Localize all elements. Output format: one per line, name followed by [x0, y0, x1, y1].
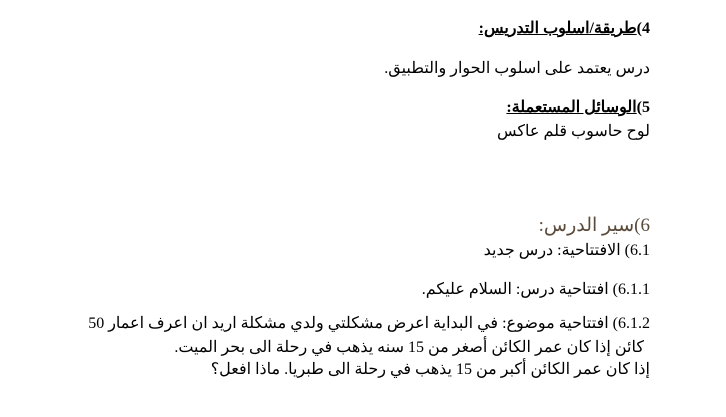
section-5-heading [506, 97, 650, 117]
section-4-text: درس يعتمد على اسلوب الحوار والتطبيق. [384, 60, 650, 77]
section-5-text: لوح حاسوب قلم عاكس [497, 123, 650, 140]
item-6-1-number: 6.1) [624, 242, 650, 259]
item-6-1-1-number: 6.1.1) [612, 281, 650, 298]
item-6-1-2-line1: افتتاحية موضوع: في البداية اعرض مشكلتي ولدي مشكلة اريد ان اعرف اعمار 50 [88, 315, 609, 332]
section-4-title: طريقة/اسلوب التدريس: [478, 20, 637, 37]
item-6-1-text: الافتتاحية: درس جديد [483, 242, 621, 259]
item-6-1-2-line2: كائن إذا كان عمر الكائن أصغر من 15 سنه يذهب في رحلة الى بحر الميت. [174, 339, 644, 356]
section-4-heading [479, 18, 650, 38]
section-5-title: الوسائل المستعملة: [506, 99, 637, 116]
section-4-number: 4) [636, 20, 650, 37]
section-6-number: 6) [634, 215, 650, 236]
item-6-1-1-text: افتتاحية درس: السلام عليكم. [421, 281, 609, 298]
section-6-title: سير الدرس: [538, 215, 635, 236]
item-6-1-2 [88, 313, 650, 333]
section-6-heading [539, 214, 650, 237]
item-6-1-2-number: 6.1.2) [612, 315, 650, 332]
item-6-1-2-line3: إذا كان عمر الكائن أكبر من 15 يذهب في رحلة الى طبريا. ماذا افعل؟ [210, 361, 650, 378]
item-6-1-1 [422, 279, 650, 299]
item-6-1 [484, 240, 650, 260]
section-5-number: 5) [636, 99, 650, 116]
